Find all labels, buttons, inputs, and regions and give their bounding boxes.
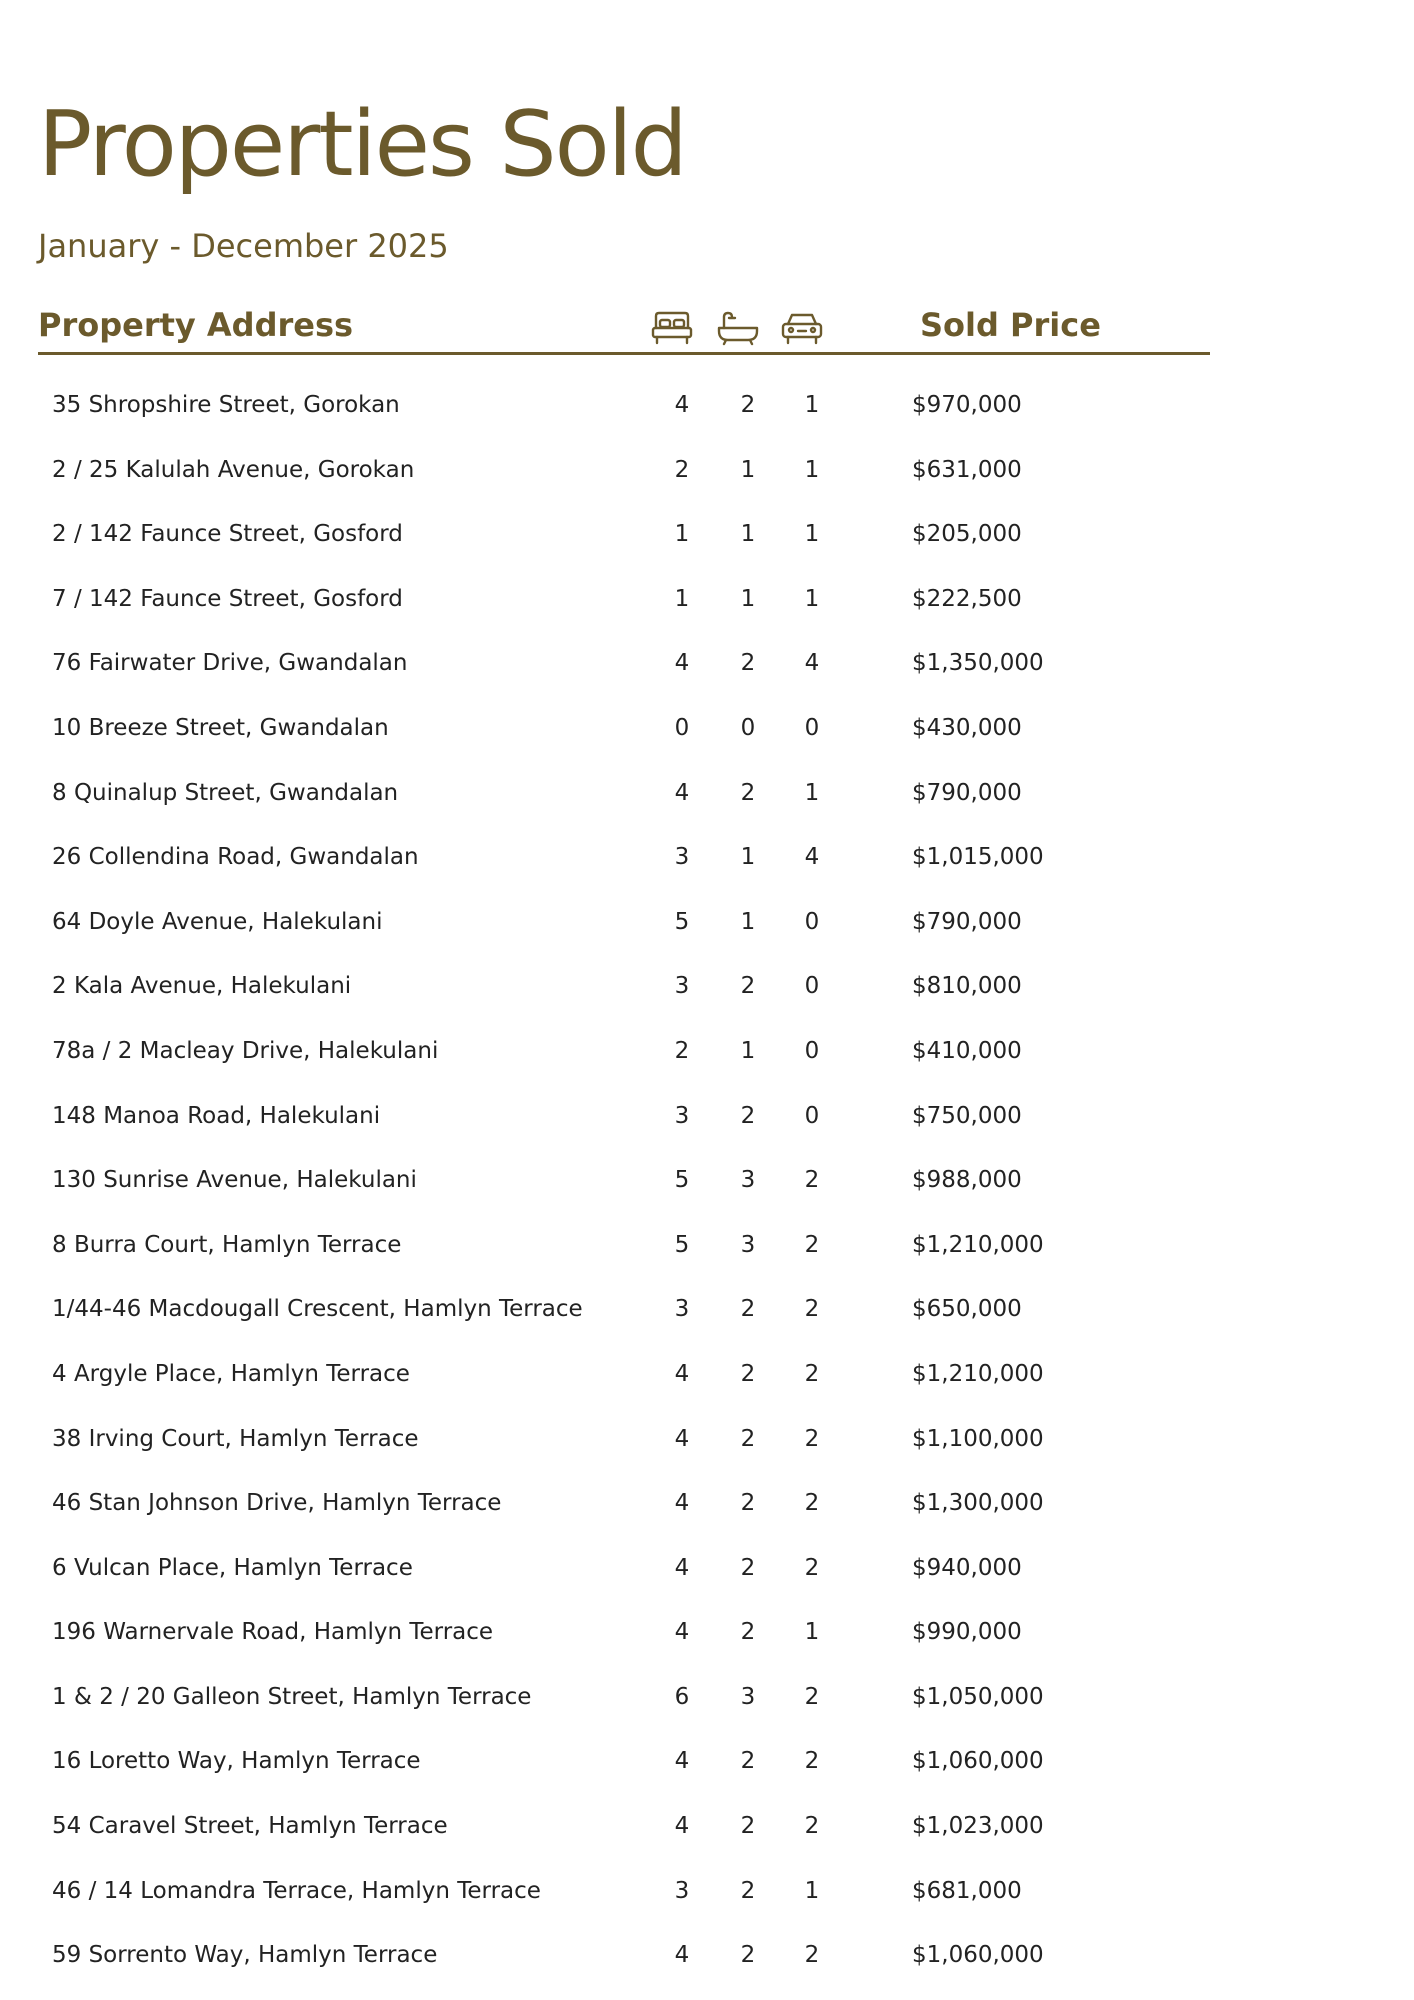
sold-price-cell: $940,000 — [912, 1554, 1022, 1581]
bedrooms-cell: 4 — [674, 1360, 690, 1387]
sold-price-cell: $1,210,000 — [912, 1360, 1044, 1387]
sold-price-cell: $1,350,000 — [912, 650, 1044, 677]
car-spaces-cell: 1 — [804, 585, 820, 612]
car-spaces-cell: 1 — [804, 779, 820, 806]
table-row — [0, 959, 1414, 1024]
bedrooms-cell: 4 — [674, 1813, 690, 1840]
car-spaces-cell: 2 — [804, 1683, 820, 1710]
car-spaces-cell: 2 — [804, 1167, 820, 1194]
page-title: Properties Sold — [38, 92, 686, 197]
sold-price-cell: $222,500 — [912, 585, 1022, 612]
table-row — [0, 701, 1414, 766]
table-row — [0, 1864, 1414, 1929]
sold-price-cell: $1,060,000 — [912, 1942, 1044, 1969]
table-row — [0, 1476, 1414, 1541]
table-row — [0, 1089, 1414, 1154]
car-spaces-cell: 0 — [804, 714, 820, 741]
bathrooms-cell: 1 — [740, 456, 756, 483]
address-cell: 78a / 2 Macleay Drive, Halekulani — [52, 1037, 439, 1064]
address-cell: 54 Caravel Street, Hamlyn Terrace — [52, 1813, 448, 1840]
bathrooms-cell: 3 — [740, 1167, 756, 1194]
bathrooms-cell: 2 — [740, 1102, 756, 1129]
bathrooms-cell: 2 — [740, 1748, 756, 1775]
table-row — [0, 830, 1414, 895]
bathrooms-cell: 1 — [740, 1037, 756, 1064]
sold-price-cell: $1,060,000 — [912, 1748, 1044, 1775]
bathrooms-cell: 3 — [740, 1683, 756, 1710]
sold-price-cell: $810,000 — [912, 973, 1022, 1000]
bathrooms-cell: 2 — [740, 779, 756, 806]
bathrooms-cell: 2 — [740, 1360, 756, 1387]
car-spaces-cell: 2 — [804, 1360, 820, 1387]
address-cell: 4 Argyle Place, Hamlyn Terrace — [52, 1360, 410, 1387]
sold-price-cell: $205,000 — [912, 521, 1022, 548]
table-row — [0, 1218, 1414, 1283]
table-row — [0, 1670, 1414, 1735]
address-cell: 2 Kala Avenue, Halekulani — [52, 973, 352, 1000]
bedrooms-cell: 1 — [674, 521, 690, 548]
sold-price-cell: $430,000 — [912, 714, 1022, 741]
bedrooms-cell: 4 — [674, 1748, 690, 1775]
address-cell: 26 Collendina Road, Gwandalan — [52, 844, 419, 871]
bedrooms-cell: 4 — [674, 1554, 690, 1581]
table-row — [0, 1024, 1414, 1089]
table-row — [0, 1412, 1414, 1477]
table-row — [0, 1347, 1414, 1412]
bed-icon — [650, 310, 694, 346]
address-column-header: Property Address — [38, 306, 354, 344]
table-row — [0, 895, 1414, 960]
bedrooms-cell: 4 — [674, 1942, 690, 1969]
bath-icon — [716, 310, 760, 346]
bedrooms-cell: 4 — [674, 779, 690, 806]
bathrooms-cell: 2 — [740, 1554, 756, 1581]
table-header — [38, 300, 1210, 355]
table-row — [0, 636, 1414, 701]
bathrooms-cell: 1 — [740, 585, 756, 612]
sold-price-cell: $1,050,000 — [912, 1683, 1044, 1710]
table-row — [0, 1541, 1414, 1606]
date-range-subtitle: January - December 2025 — [38, 227, 449, 265]
address-cell: 10 Breeze Street, Gwandalan — [52, 714, 389, 741]
address-cell: 8 Quinalup Street, Gwandalan — [52, 779, 399, 806]
table-row — [0, 443, 1414, 508]
car-spaces-cell: 2 — [804, 1554, 820, 1581]
bedrooms-cell: 6 — [674, 1683, 690, 1710]
address-cell: 1 & 2 / 20 Galleon Street, Hamlyn Terrace — [52, 1683, 532, 1710]
address-cell: 64 Doyle Avenue, Halekulani — [52, 908, 383, 935]
bathrooms-cell: 2 — [740, 1425, 756, 1452]
table-row — [0, 1734, 1414, 1799]
car-spaces-cell: 2 — [804, 1425, 820, 1452]
bedrooms-cell: 4 — [674, 392, 690, 418]
bathrooms-cell: 1 — [740, 521, 756, 548]
table-row — [0, 572, 1414, 637]
bathrooms-cell: 2 — [740, 1813, 756, 1840]
address-cell: 35 Shropshire Street, Gorokan — [52, 392, 400, 418]
sold-price-cell: $988,000 — [912, 1167, 1022, 1194]
table-row — [0, 507, 1414, 572]
address-cell: 6 Vulcan Place, Hamlyn Terrace — [52, 1554, 413, 1581]
bathrooms-cell: 1 — [740, 844, 756, 871]
bedrooms-cell: 5 — [674, 1231, 690, 1258]
bedrooms-cell: 3 — [674, 1102, 690, 1129]
bedrooms-cell: 4 — [674, 1619, 690, 1646]
table-row — [0, 766, 1414, 831]
car-spaces-cell: 0 — [804, 973, 820, 1000]
address-cell: 76 Fairwater Drive, Gwandalan — [52, 650, 408, 677]
sold-price-cell: $650,000 — [912, 1296, 1022, 1323]
bedrooms-cell: 2 — [674, 1037, 690, 1064]
sold-price-cell: $970,000 — [912, 392, 1022, 418]
address-cell: 1/44-46 Macdougall Crescent, Hamlyn Terrace — [52, 1296, 583, 1323]
car-spaces-cell: 2 — [804, 1813, 820, 1840]
sold-price-cell: $1,210,000 — [912, 1231, 1044, 1258]
table-row — [0, 1153, 1414, 1218]
bathrooms-cell: 3 — [740, 1231, 756, 1258]
car-spaces-cell: 2 — [804, 1231, 820, 1258]
bedrooms-cell: 4 — [674, 1490, 690, 1517]
car-spaces-cell: 4 — [804, 844, 820, 871]
address-cell: 38 Irving Court, Hamlyn Terrace — [52, 1425, 419, 1452]
sold-price-cell: $750,000 — [912, 1102, 1022, 1129]
car-spaces-cell: 0 — [804, 1102, 820, 1129]
bedrooms-cell: 4 — [674, 1425, 690, 1452]
table-row — [0, 378, 1414, 443]
bedrooms-cell: 3 — [674, 1877, 690, 1904]
sold-price-cell: $790,000 — [912, 779, 1022, 806]
bedrooms-cell: 5 — [674, 908, 690, 935]
bedrooms-cell: 3 — [674, 973, 690, 1000]
sold-price-cell: $1,023,000 — [912, 1813, 1044, 1840]
address-cell: 46 Stan Johnson Drive, Hamlyn Terrace — [52, 1490, 502, 1517]
bedrooms-cell: 1 — [674, 585, 690, 612]
car-spaces-cell: 1 — [804, 1877, 820, 1904]
bathrooms-cell: 1 — [740, 908, 756, 935]
table-row — [0, 1605, 1414, 1670]
sold-price-cell: $1,300,000 — [912, 1490, 1044, 1517]
bathrooms-cell: 2 — [740, 1490, 756, 1517]
sold-price-cell: $631,000 — [912, 456, 1022, 483]
bathrooms-cell: 2 — [740, 973, 756, 1000]
sold-price-cell: $1,100,000 — [912, 1425, 1044, 1452]
car-spaces-cell: 0 — [804, 1037, 820, 1064]
bathrooms-cell: 2 — [740, 650, 756, 677]
address-cell: 59 Sorrento Way, Hamlyn Terrace — [52, 1942, 438, 1969]
bedrooms-cell: 2 — [674, 456, 690, 483]
car-spaces-cell: 2 — [804, 1490, 820, 1517]
table-row — [0, 1282, 1414, 1347]
address-cell: 130 Sunrise Avenue, Halekulani — [52, 1167, 417, 1194]
address-cell: 196 Warnervale Road, Hamlyn Terrace — [52, 1619, 494, 1646]
car-spaces-cell: 1 — [804, 392, 820, 418]
car-spaces-cell: 1 — [804, 456, 820, 483]
bedrooms-cell: 3 — [674, 844, 690, 871]
bathrooms-cell: 0 — [740, 714, 756, 741]
bathrooms-cell: 2 — [740, 392, 756, 418]
car-spaces-cell: 4 — [804, 650, 820, 677]
car-spaces-cell: 2 — [804, 1942, 820, 1969]
sold-price-cell: $681,000 — [912, 1877, 1022, 1904]
table-row — [0, 1799, 1414, 1864]
address-cell: 148 Manoa Road, Halekulani — [52, 1102, 381, 1129]
bedrooms-cell: 0 — [674, 714, 690, 741]
address-cell: 2 / 142 Faunce Street, Gosford — [52, 521, 403, 548]
sold-price-column-header: Sold Price — [920, 306, 1101, 344]
car-spaces-cell: 1 — [804, 521, 820, 548]
address-cell: 2 / 25 Kalulah Avenue, Gorokan — [52, 456, 415, 483]
bedrooms-cell: 4 — [674, 650, 690, 677]
table-row — [0, 1928, 1414, 1993]
bathrooms-cell: 2 — [740, 1296, 756, 1323]
car-icon — [780, 310, 824, 346]
bedrooms-cell: 5 — [674, 1167, 690, 1194]
address-cell: 8 Burra Court, Hamlyn Terrace — [52, 1231, 402, 1258]
bedrooms-cell: 3 — [674, 1296, 690, 1323]
bathrooms-cell: 2 — [740, 1619, 756, 1646]
address-cell: 46 / 14 Lomandra Terrace, Hamlyn Terrace — [52, 1877, 541, 1904]
sold-price-cell: $410,000 — [912, 1037, 1022, 1064]
car-spaces-cell: 2 — [804, 1296, 820, 1323]
car-spaces-cell: 0 — [804, 908, 820, 935]
address-cell: 16 Loretto Way, Hamlyn Terrace — [52, 1748, 421, 1775]
sold-price-cell: $790,000 — [912, 908, 1022, 935]
bathrooms-cell: 2 — [740, 1877, 756, 1904]
car-spaces-cell: 2 — [804, 1748, 820, 1775]
sold-price-cell: $1,015,000 — [912, 844, 1044, 871]
properties-table — [0, 378, 1414, 1993]
car-spaces-cell: 1 — [804, 1619, 820, 1646]
address-cell: 7 / 142 Faunce Street, Gosford — [52, 585, 403, 612]
sold-price-cell: $990,000 — [912, 1619, 1022, 1646]
bathrooms-cell: 2 — [740, 1942, 756, 1969]
